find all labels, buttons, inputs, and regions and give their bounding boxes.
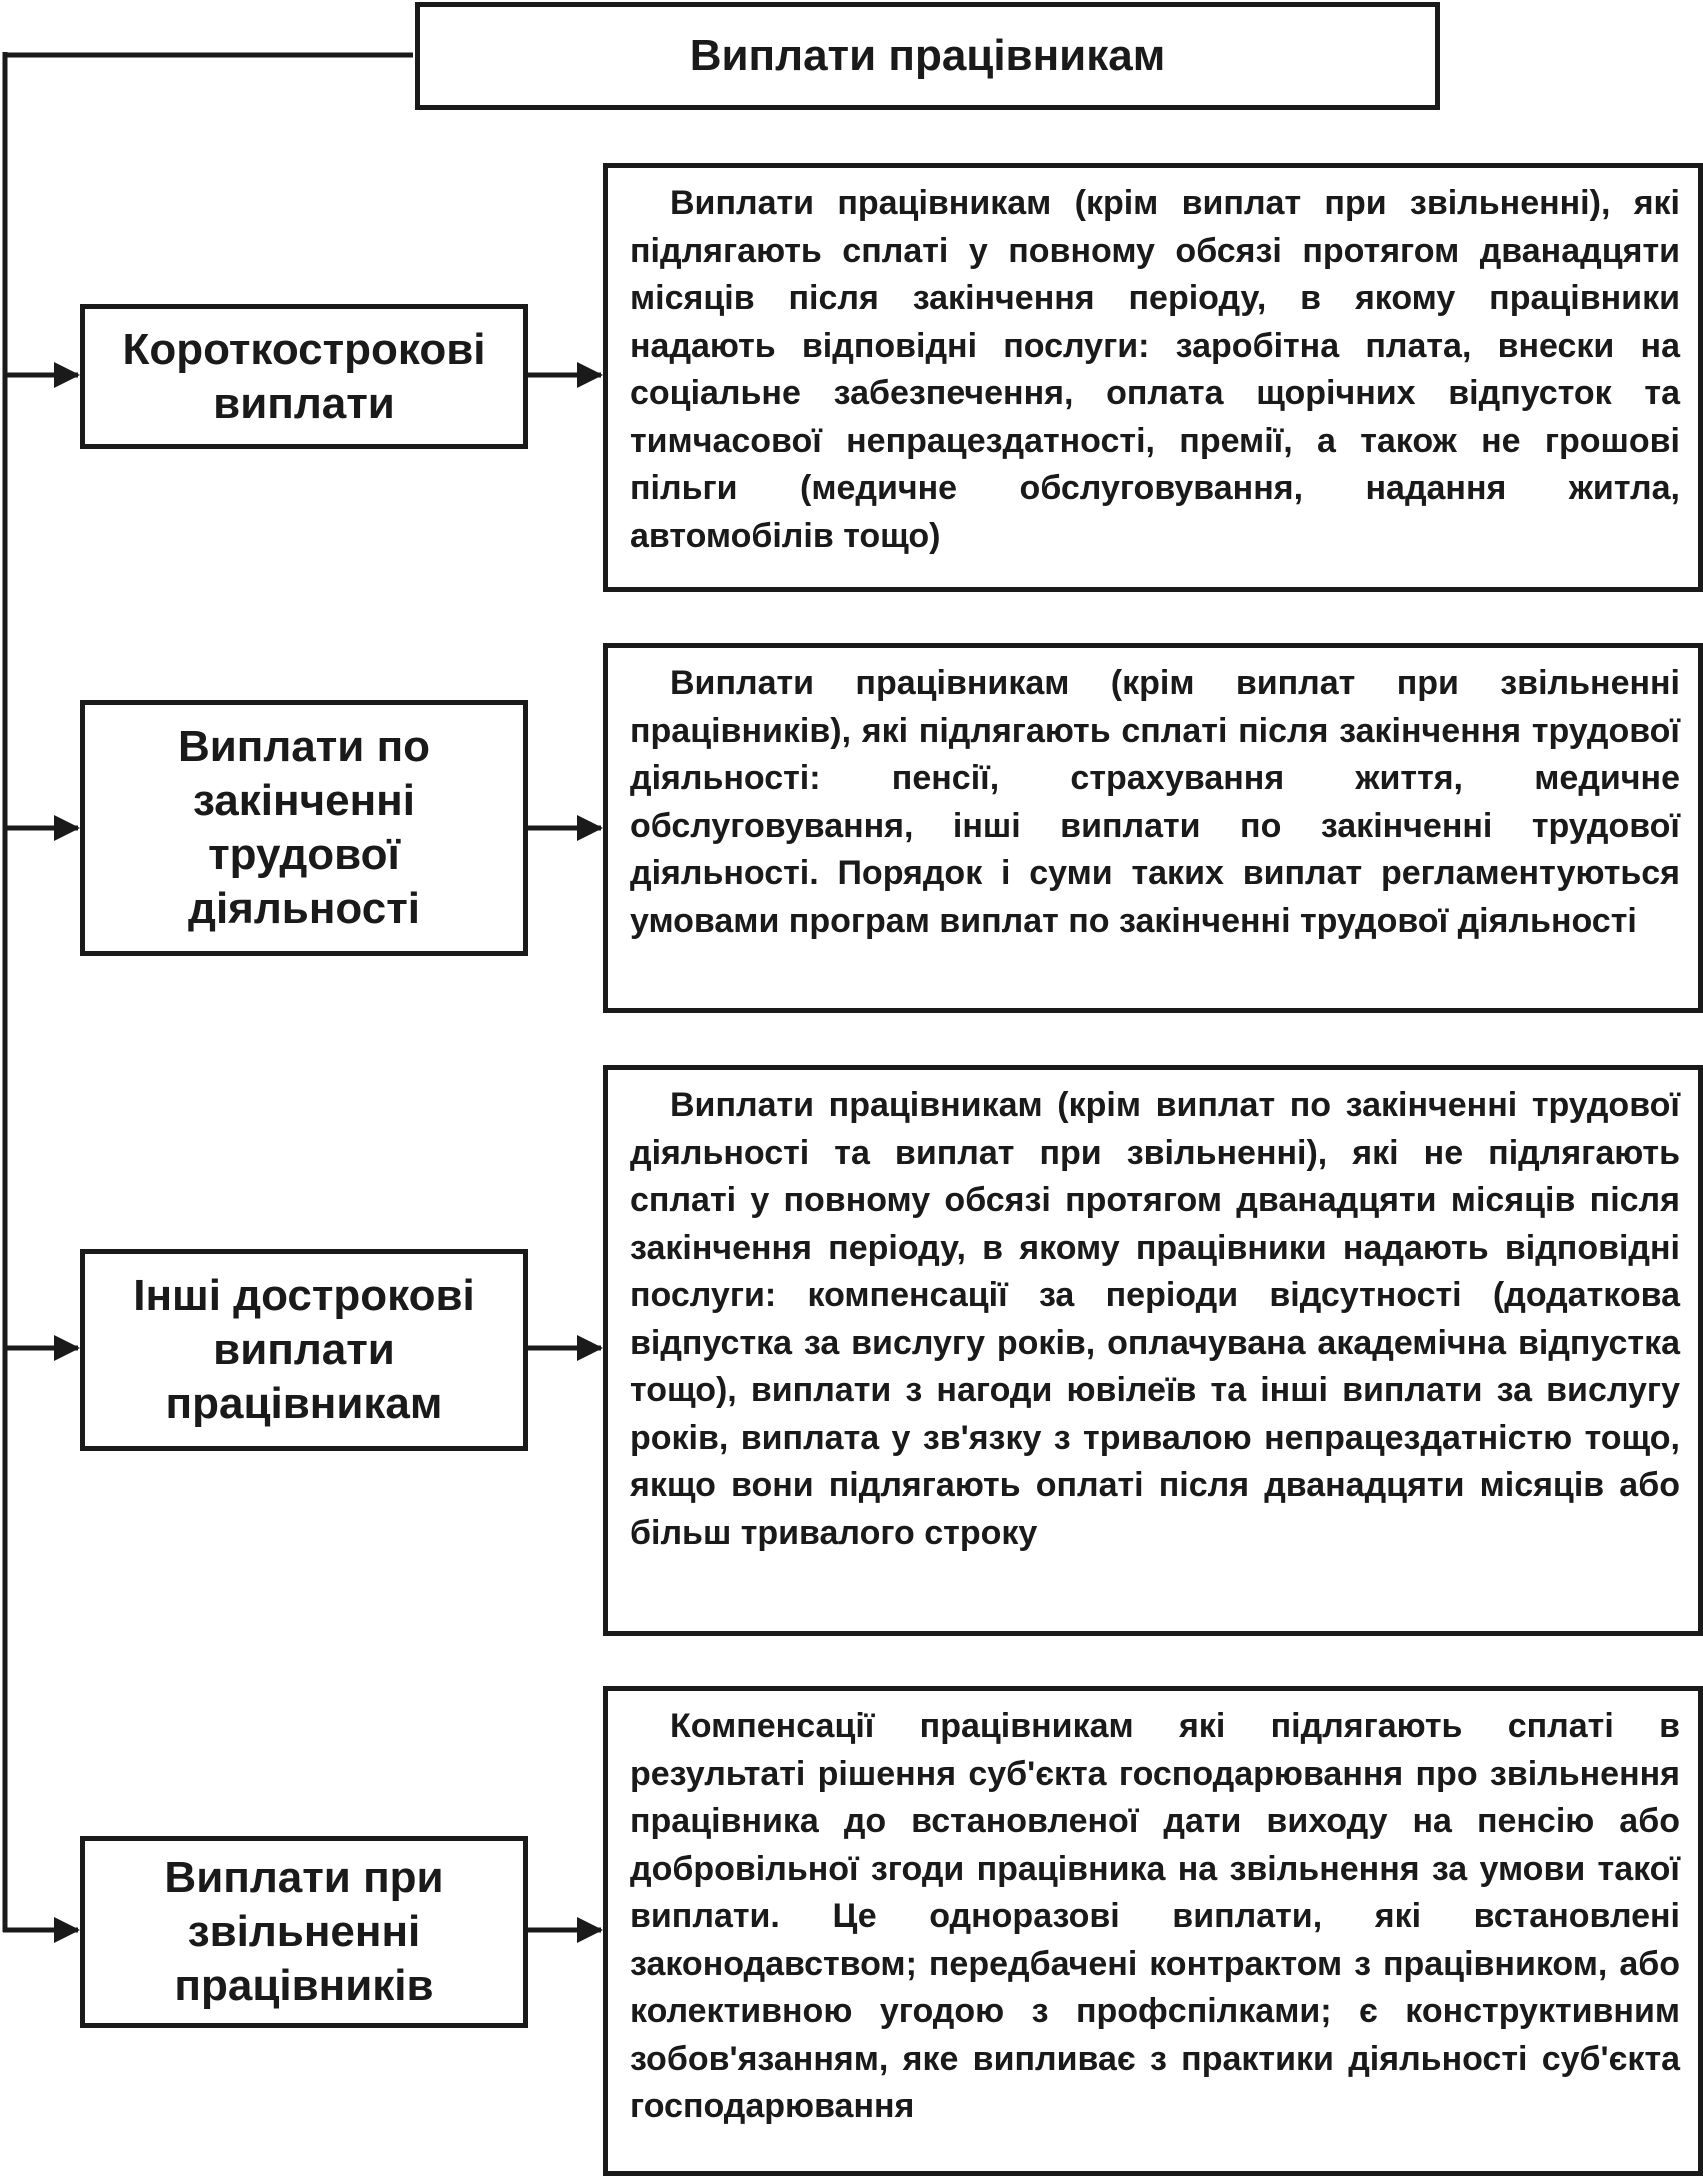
- category-box-post-employment: [80, 700, 528, 956]
- arrowhead: [54, 815, 80, 841]
- arrowhead: [54, 1917, 80, 1943]
- diagram-title: Виплати працівникам: [689, 31, 1166, 80]
- category-label: Короткострокові виплати: [122, 324, 486, 428]
- category-description: Виплати працівникам (крім виплат по закінченні трудової діяльності та виплат при звільненні), які не підлягають сплаті у повному обсязі протягом дванадцяти місяців після закінчення періоду, в якому працівники надають відповідні послуги: компенсації за періоди відсутності (додаткова відпустка за вислугу років, оплачувана академічна відпустка тощо), виплати з нагоди ювілеїв та інші виплати за вислугу років, виплата у зв'язку з тривалою непрацездатністю тощо, якщо вони підлягають оплаті після дванадцяти місяців або більш тривалого строку: [630, 1086, 1680, 1552]
- category-box-other-long-term: [80, 1249, 528, 1451]
- category-box-short-term: [80, 304, 528, 449]
- arrowhead: [54, 1335, 80, 1361]
- category-label: Інші дострокові виплати працівникам: [133, 1271, 475, 1428]
- arrowhead: [577, 1917, 603, 1943]
- arrowhead: [577, 815, 603, 841]
- diagram-title-box: [415, 2, 1440, 110]
- arrowhead: [577, 1335, 603, 1361]
- arrowhead: [54, 362, 80, 388]
- category-description: Виплати працівникам (крім виплат при звільненні), які підлягають сплаті у повному обсязі протягом дванадцяти місяців після закінчення періоду, в якому працівники надають відповідні послуги: заробітна плата, внески на соціальне забезпечення, оплата щорічних відпусток та тимчасової непрацездатності, премії, а також не грошові пільги (медичне обслуговування, надання житла, автомобілів тощо): [630, 184, 1680, 555]
- description-box-post-employment: [603, 643, 1703, 1013]
- category-label: Виплати при звільненні працівників: [164, 1853, 444, 2010]
- category-description: Компенсації працівникам які підлягають сплаті в результаті рішення суб'єкта господарювання про звільнення працівника до встановленої дати виходу на пенсію або добровільної згоди працівника на звільнення за умови такої виплати. Це одноразові виплати, які встановлені законодавством; передбачені контрактом з працівником, або колективною угодою з профспілками; є конструктивним зобов'язанням, яке випливає з практики діяльності суб'єкта господарювання: [630, 1707, 1680, 2125]
- arrowhead: [577, 362, 603, 388]
- description-box-short-term: [603, 163, 1703, 592]
- category-label: Виплати по закінченні трудової діяльності: [177, 722, 431, 933]
- category-box-termination: [80, 1836, 528, 2028]
- description-box-termination: [603, 1686, 1703, 2176]
- description-box-other-long-term: [603, 1065, 1703, 1636]
- category-description: Виплати працівникам (крім виплат при звільненні працівників), які підлягають сплаті після закінчення трудової діяльності: пенсії, страхування життя, медичне обслуговування, інші виплати по закінченні трудової діяльності. Порядок і суми таких виплат регламентуються умовами програм виплат по закінченні трудової діяльності: [630, 664, 1680, 940]
